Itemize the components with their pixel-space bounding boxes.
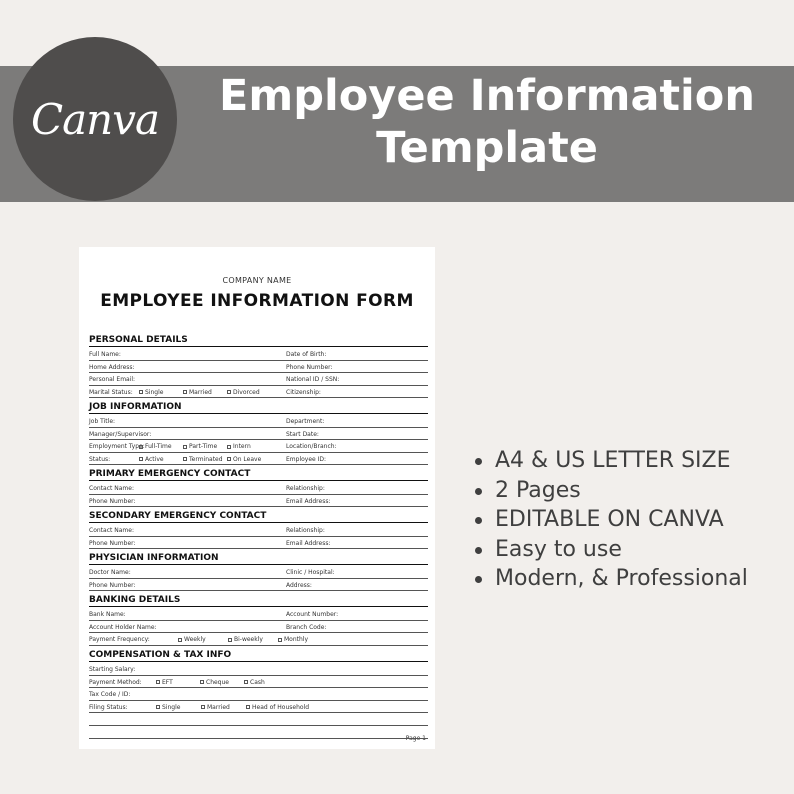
checkbox-option[interactable] — [227, 456, 261, 463]
checkbox-option[interactable] — [244, 679, 265, 686]
form-row[interactable] — [89, 524, 428, 537]
field-label-text: Part-Time — [189, 443, 218, 451]
checkbox-option[interactable] — [139, 389, 163, 396]
checkbox-option[interactable] — [183, 389, 212, 396]
field-label — [286, 582, 312, 589]
field-label-text: Tax Code / ID: — [89, 691, 131, 699]
field-label-text: Single — [162, 703, 181, 711]
field-label-text: Home Address: — [89, 363, 135, 371]
field-label — [286, 569, 335, 576]
feature-list — [475, 446, 794, 594]
field-label-text: Cash — [250, 678, 265, 686]
checkbox-option[interactable] — [227, 389, 260, 396]
blank-line[interactable] — [89, 726, 428, 739]
checkbox-icon[interactable] — [227, 445, 231, 449]
feature-item: Easy to use — [475, 535, 794, 565]
checkbox-option[interactable] — [178, 636, 206, 643]
field-label-text: Location/Branch: — [286, 443, 337, 451]
feature-item: EDITABLE ON CANVA — [475, 505, 794, 535]
field-label-text: Weekly — [184, 636, 206, 644]
field-label — [286, 456, 326, 463]
checkbox-icon[interactable] — [183, 457, 187, 461]
field-label-text: Email Address: — [286, 539, 331, 547]
checkbox-icon[interactable] — [200, 680, 204, 684]
checkbox-icon[interactable] — [244, 680, 248, 684]
field-label — [286, 376, 339, 383]
field-label — [89, 431, 151, 438]
field-label — [286, 540, 330, 547]
field-label-text: National ID / SSN: — [286, 376, 340, 384]
field-label — [89, 569, 131, 576]
checkbox-option[interactable] — [201, 704, 230, 711]
form-row[interactable] — [89, 453, 428, 466]
field-label-text: Branch Code: — [286, 623, 327, 631]
form-row[interactable] — [89, 361, 428, 374]
checkbox-icon[interactable] — [246, 705, 250, 709]
form-row[interactable] — [89, 579, 428, 592]
field-label-text: Email Address: — [286, 497, 331, 505]
checkbox-option[interactable] — [183, 443, 217, 450]
page-number: Page 1 — [405, 735, 426, 742]
field-label-text: Single — [145, 388, 164, 396]
checkbox-icon[interactable] — [201, 705, 205, 709]
field-label-text: Divorced — [233, 388, 260, 396]
field-label-text: Cheque — [206, 678, 229, 686]
field-label — [89, 364, 135, 371]
field-label-text: Active — [145, 455, 164, 463]
field-label-text: Job Title: — [89, 418, 116, 425]
feature-item: Modern, & Professional — [475, 564, 794, 594]
field-label-text: Phone Number: — [89, 581, 136, 589]
field-label-text: Start Date: — [286, 430, 319, 438]
form-row[interactable] — [89, 633, 428, 646]
checkbox-option[interactable] — [183, 456, 223, 463]
field-label-text: Personal Email: — [89, 376, 136, 384]
field-label-text: Monthly — [284, 636, 309, 644]
section-heading: PHYSICIAN INFORMATION — [89, 553, 428, 565]
field-label-text: Payment Method: — [89, 678, 142, 686]
page-title — [180, 70, 794, 174]
form-row[interactable] — [89, 537, 428, 550]
form-row[interactable] — [89, 482, 428, 495]
form-row[interactable] — [89, 621, 428, 634]
section-heading: BANKING DETAILS — [89, 595, 428, 607]
checkbox-option[interactable] — [139, 456, 164, 463]
field-label-text: Manager/Supervisor: — [89, 430, 152, 438]
field-label-text: Phone Number: — [89, 497, 136, 505]
title-line-1: Employee Information — [219, 71, 755, 121]
checkbox-option[interactable] — [228, 636, 263, 643]
field-label-text: Full-Time — [145, 443, 172, 451]
form-row[interactable] — [89, 348, 428, 361]
field-label — [89, 624, 157, 631]
field-label-text: Account Holder Name: — [89, 623, 157, 631]
field-label — [286, 443, 337, 450]
section-heading: JOB INFORMATION — [89, 402, 428, 414]
field-label — [89, 418, 115, 425]
field-label-text: Married — [207, 703, 230, 711]
section-heading: COMPENSATION & TAX INFO — [89, 650, 428, 662]
form-row[interactable] — [89, 688, 428, 701]
form-title: EMPLOYEE INFORMATION FORM — [100, 291, 414, 311]
form-row[interactable] — [89, 566, 428, 579]
form-row[interactable] — [89, 373, 428, 386]
field-label — [89, 527, 134, 534]
field-label — [286, 351, 326, 358]
blank-line[interactable] — [89, 713, 428, 726]
checkbox-option[interactable] — [156, 679, 173, 686]
field-label — [286, 498, 330, 505]
form-row[interactable] — [89, 701, 428, 714]
field-label-text: Payment Frequency: — [89, 636, 150, 644]
field-label — [89, 485, 134, 492]
field-label — [89, 666, 135, 673]
title-line-2: Template — [376, 123, 598, 173]
field-label-text: Terminated — [189, 455, 223, 463]
checkbox-option[interactable] — [200, 679, 229, 686]
field-label — [89, 540, 136, 547]
checkbox-icon[interactable] — [227, 390, 231, 394]
field-label — [89, 691, 130, 698]
field-label-text: Clinic / Hospital: — [286, 569, 335, 576]
checkbox-icon[interactable] — [139, 390, 143, 394]
checkbox-icon[interactable] — [183, 445, 187, 449]
form-row[interactable] — [89, 415, 428, 428]
field-label — [286, 364, 333, 371]
field-label-text: Date of Birth: — [286, 351, 327, 358]
section-heading: PERSONAL DETAILS — [89, 335, 428, 347]
field-label-text: Contact Name: — [89, 527, 134, 534]
field-label — [89, 679, 142, 686]
field-label — [89, 443, 145, 450]
checkbox-icon[interactable] — [156, 680, 160, 684]
field-label — [89, 704, 128, 711]
field-label-text: Marital Status: — [89, 388, 133, 396]
field-label — [89, 611, 126, 618]
checkbox-icon[interactable] — [227, 457, 231, 461]
form-preview-sheet — [79, 247, 435, 749]
field-label-text: Department: — [286, 418, 325, 425]
field-label — [286, 527, 325, 534]
form-row[interactable] — [89, 386, 428, 399]
field-label-text: Phone Number: — [286, 363, 333, 371]
field-label-text: Married — [189, 388, 212, 396]
feature-item: 2 Pages — [475, 476, 794, 506]
field-label — [89, 636, 150, 643]
field-label-text: On Leave — [233, 455, 262, 463]
company-name: COMPANY NAME — [222, 276, 292, 285]
feature-item: A4 & US LETTER SIZE — [475, 446, 794, 476]
field-label-text: Employment Type: — [89, 443, 145, 451]
field-label-text: Starting Salary: — [89, 666, 136, 673]
field-label-text: Relationship: — [286, 527, 325, 534]
field-label-text: Account Number: — [286, 611, 339, 618]
checkbox-option[interactable] — [139, 443, 172, 450]
field-label-text: EFT — [162, 678, 173, 686]
checkbox-icon[interactable] — [139, 457, 143, 461]
form-row[interactable] — [89, 676, 428, 689]
checkbox-icon[interactable] — [139, 445, 143, 449]
logo-text: Canva — [31, 94, 159, 144]
field-label-text: Head of Household — [252, 703, 310, 711]
field-label — [89, 376, 135, 383]
field-label — [89, 389, 133, 396]
field-label-text: Intern — [233, 443, 251, 451]
canva-logo — [13, 37, 177, 201]
field-label-text: Phone Number: — [89, 539, 136, 547]
field-label-text: Address: — [286, 581, 312, 589]
section-heading: SECONDARY EMERGENCY CONTACT — [89, 511, 428, 523]
form-row[interactable] — [89, 428, 428, 441]
field-label-text: Doctor Name: — [89, 569, 131, 576]
checkbox-icon[interactable] — [156, 705, 160, 709]
field-label-text: Status: — [89, 455, 111, 463]
checkbox-option[interactable] — [227, 443, 251, 450]
field-label-text: Bank Name: — [89, 611, 126, 618]
checkbox-option[interactable] — [278, 636, 308, 643]
field-label-text: Relationship: — [286, 485, 325, 492]
field-label — [89, 498, 136, 505]
field-label — [286, 431, 319, 438]
field-label-text: Citizenship: — [286, 388, 321, 396]
checkbox-icon[interactable] — [278, 638, 282, 642]
field-label-text: Bi-weekly — [234, 636, 263, 644]
form-row[interactable] — [89, 440, 428, 453]
field-label — [286, 389, 321, 396]
field-label-text: Contact Name: — [89, 485, 134, 492]
form-row[interactable] — [89, 608, 428, 621]
field-label — [286, 624, 326, 631]
field-label — [89, 582, 136, 589]
field-label — [89, 456, 110, 463]
form-row[interactable] — [89, 495, 428, 508]
field-label — [89, 351, 121, 358]
field-label-text: Filing Status: — [89, 703, 128, 711]
field-label — [286, 418, 324, 425]
checkbox-option[interactable] — [246, 704, 309, 711]
form-row[interactable] — [89, 663, 428, 676]
checkbox-option[interactable] — [156, 704, 180, 711]
field-label — [286, 611, 338, 618]
field-label-text: Employee ID: — [286, 455, 327, 463]
section-heading: PRIMARY EMERGENCY CONTACT — [89, 469, 428, 481]
checkbox-icon[interactable] — [228, 638, 232, 642]
checkbox-icon[interactable] — [183, 390, 187, 394]
checkbox-icon[interactable] — [178, 638, 182, 642]
field-label-text: Full Name: — [89, 351, 121, 358]
field-label — [286, 485, 325, 492]
